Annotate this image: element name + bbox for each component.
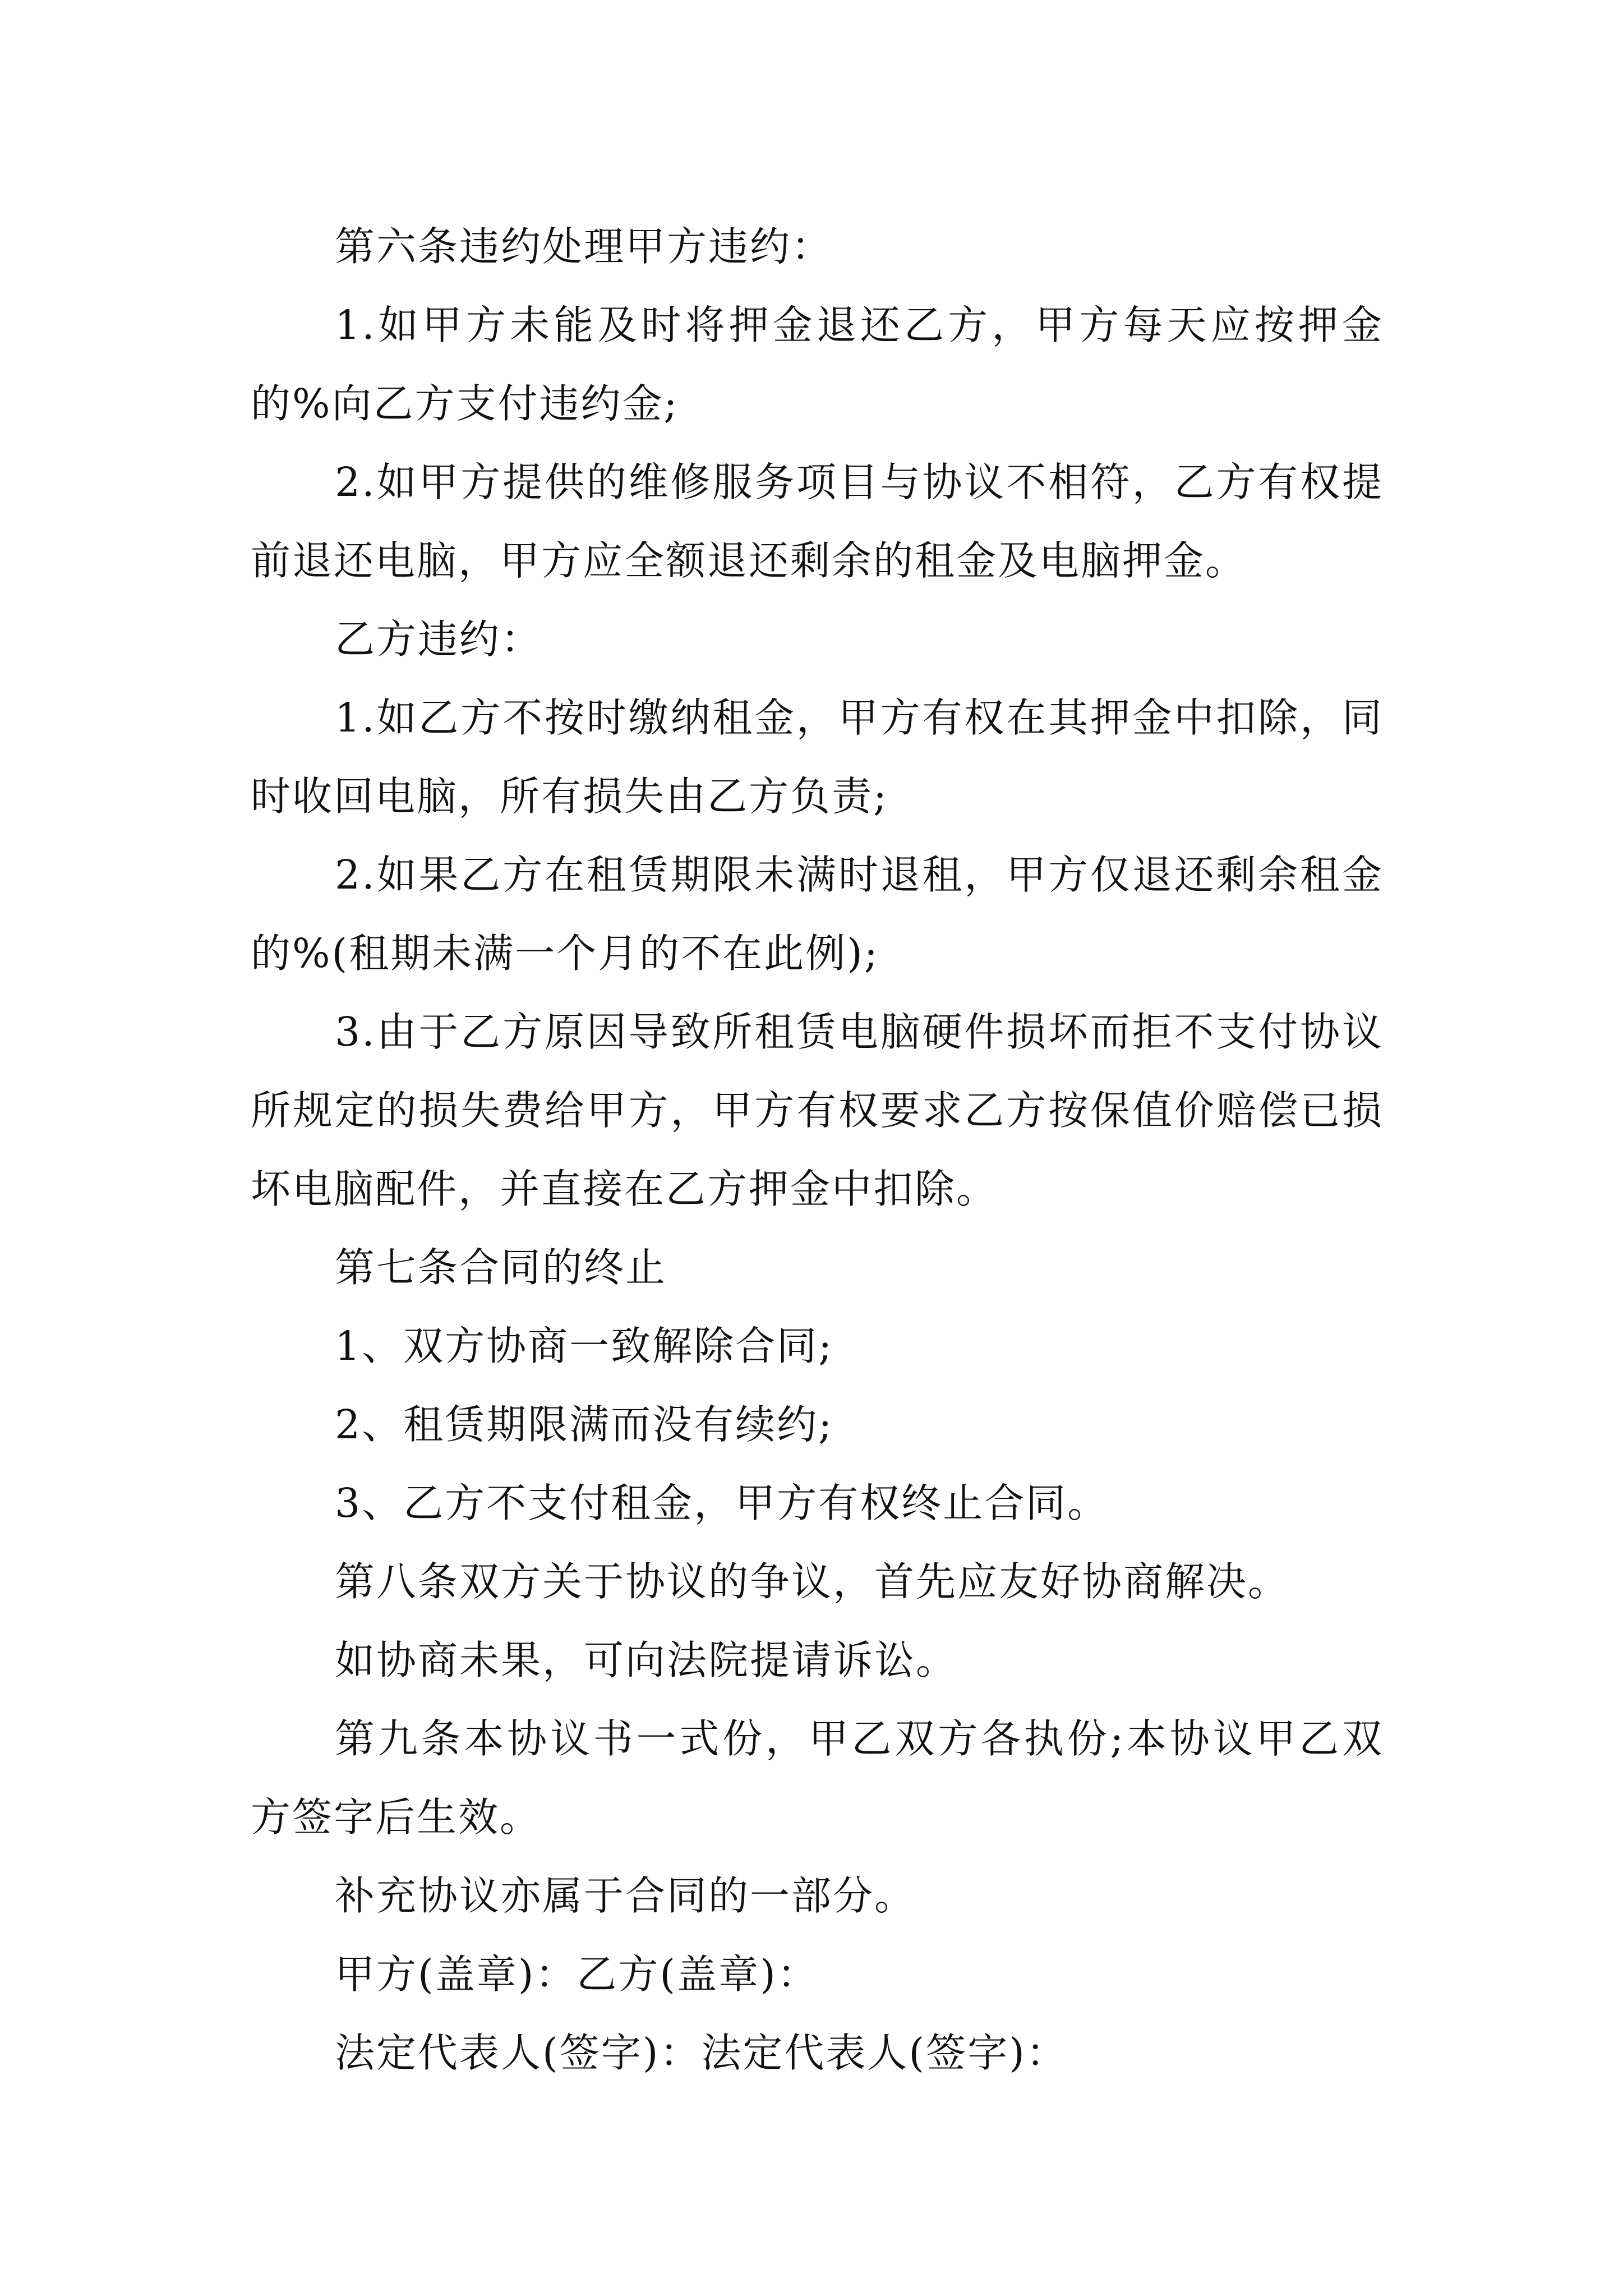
seal-line: 甲方(盖章)：乙方(盖章)： [335,1951,819,1998]
party-b-breach-clause-1: 1.如乙方不按时缴纳租金，甲方有权在其押金中扣除，同时收回电脑，所有损失由乙方负责; [251,694,1384,820]
article-9-text: 第九条本协议书一式份，甲乙双方各执份;本协议甲乙双方签字后生效。 [251,1715,1384,1841]
party-b-breach-clause-2: 2.如果乙方在租赁期限未满时退租，甲方仅退还剩余租金的%(租期未满一个月的不在此例); [251,852,1384,977]
termination-clause-3: 3、乙方不支付租金，甲方有权终止合同。 [335,1480,1109,1526]
termination-clause-1: 1、双方协商一致解除合同; [335,1323,834,1369]
party-a-breach-clause-2: 2.如甲方提供的维修服务项目与协议不相符，乙方有权提前退还电脑，甲方应全额退还剩余的租金及电脑押金。 [251,459,1384,584]
article-7-heading: 第七条合同的终止 [335,1244,667,1291]
signature-line: 法定代表人(签字)：法定代表人(签字)： [335,2030,1068,2076]
termination-clause-2: 2、租赁期限满而没有续约; [335,1401,834,1448]
article-8-text: 第八条双方关于协议的争议，首先应友好协商解决。 [335,1558,1290,1605]
litigation-text: 如协商未果，可向法院提请诉讼。 [335,1637,958,1683]
party-a-breach-clause-1: 1.如甲方未能及时将押金退还乙方，甲方每天应按押金的%向乙方支付违约金; [251,302,1384,427]
party-b-breach-clause-3: 3.由于乙方原因导致所租赁电脑硬件损坏而拒不支付协议所规定的损失费给甲方，甲方有权要求乙方按保值价赔偿已损坏电脑配件，并直接在乙方押金中扣除。 [251,1009,1384,1212]
contract-body [251,208,1384,2092]
party-b-breach-heading: 乙方违约： [335,616,543,662]
supplement-text: 补充协议亦属于合同的一部分。 [335,1872,916,1919]
article-6-heading: 第六条违约处理甲方违约： [335,223,833,270]
